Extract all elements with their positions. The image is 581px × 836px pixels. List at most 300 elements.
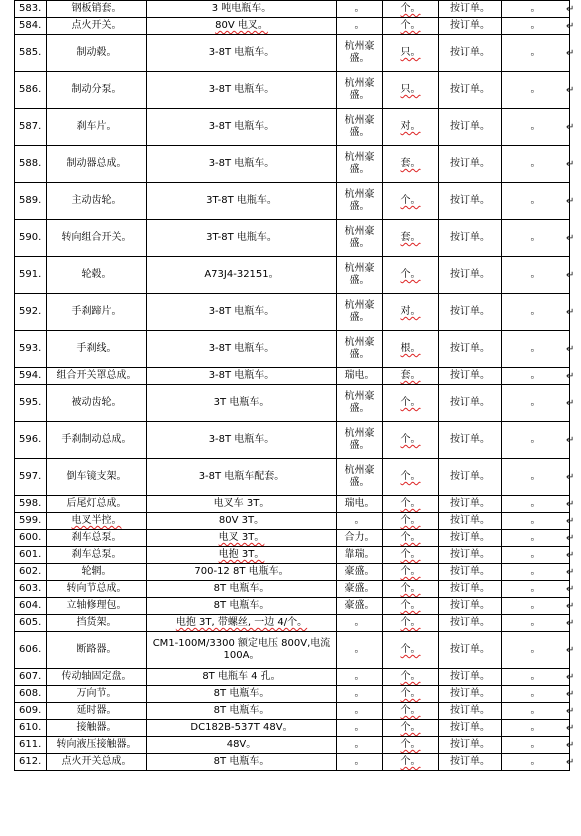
part-name [47,513,147,530]
part-spec [147,368,337,385]
table-row [15,615,570,632]
part-spec [147,294,337,331]
row-number [15,368,47,385]
row-number-text: 607. [19,671,42,682]
part-name-text: 轮毂。 [81,269,112,280]
part-brand [337,1,383,18]
row-number-text: 608. [19,688,42,699]
part-name [47,368,147,385]
part-brand-text: 合力。 [344,532,375,543]
part-unit-text: 个。 [400,498,421,509]
part-price-text: 按订单。 [450,722,490,733]
part-name [47,459,147,496]
row-number-text: 594. [19,370,42,381]
row-number [15,72,47,109]
row-number-text: 601. [19,549,42,560]
part-unit-text: 个。 [400,739,421,750]
row-number [15,331,47,368]
part-name [47,294,147,331]
part-name [47,615,147,632]
part-price-text: 按订单。 [450,3,490,14]
row-number-text: 604. [19,600,42,611]
part-name-text: 刹车总泵。 [71,549,122,560]
part-spec [147,615,337,632]
part-brand [337,459,383,496]
document-page [14,0,570,771]
part-price-text: 按订单。 [450,343,490,354]
part-price [439,496,502,513]
part-brand-text: 。 [354,756,365,767]
part-brand [337,615,383,632]
row-number [15,109,47,146]
part-price [439,385,502,422]
part-brand [337,18,383,35]
part-spec [147,513,337,530]
part-brand [337,513,383,530]
row-number [15,459,47,496]
part-spec-text: 80V 电叉。 [215,20,268,31]
part-price-text: 按订单。 [450,158,490,169]
part-unit [383,459,439,496]
part-brand-text: 豪盛。 [344,566,375,577]
table-row [15,459,570,496]
part-spec-text: A73J4-32151。 [204,269,279,280]
part-spec [147,737,337,754]
part-remark [502,72,570,109]
row-number-text: 603. [19,583,42,594]
part-name-text: 手刹线。 [76,343,117,354]
part-unit-text: 个。 [400,20,421,31]
part-remark [502,18,570,35]
part-unit [383,220,439,257]
part-unit-text: 个。 [400,397,421,408]
part-spec-text: 8T 电瓶车。 [213,705,270,716]
table-row [15,18,570,35]
part-unit-text: 个。 [400,3,421,14]
part-spec [147,703,337,720]
part-spec [147,109,337,146]
part-remark-text: 。 [530,688,541,699]
part-spec-text: 8T 电瓶车 4 孔。 [202,671,281,682]
part-remark [502,564,570,581]
part-spec [147,18,337,35]
part-name [47,703,147,720]
part-spec-text: 3-8T 电瓶车配套。 [198,471,285,482]
row-number [15,294,47,331]
part-brand-text: 。 [354,20,365,31]
part-name-text: 制动器总成。 [66,158,127,169]
part-brand-text: 。 [354,688,365,699]
row-number-text: 600. [19,532,42,543]
row-number [15,385,47,422]
part-brand-text: 杭州豪盛。 [344,152,375,175]
part-price-text: 按订单。 [450,471,490,482]
part-spec [147,257,337,294]
part-spec [147,581,337,598]
row-number [15,35,47,72]
part-brand-text: 豪盛。 [344,583,375,594]
return-mark: ↵ [566,532,575,544]
part-name-text: 手刹制动总成。 [61,434,132,445]
row-number-text: 587. [19,121,42,132]
part-unit-text: 个。 [400,583,421,594]
part-remark-text: 。 [530,515,541,526]
part-unit [383,294,439,331]
part-remark-text: 。 [530,370,541,381]
part-price [439,72,502,109]
part-remark-text: 。 [530,3,541,14]
part-price [439,257,502,294]
part-remark-text: 。 [530,549,541,560]
part-name [47,331,147,368]
part-brand [337,368,383,385]
part-brand-text: 。 [354,739,365,750]
part-price-text: 按订单。 [450,671,490,682]
row-number [15,220,47,257]
part-price-text: 按订单。 [450,600,490,611]
part-remark [502,615,570,632]
return-mark: ↵ [566,756,575,768]
part-spec [147,564,337,581]
part-brand-text: 杭州豪盛。 [344,189,375,212]
return-mark: ↵ [566,688,575,700]
part-unit-text: 个。 [400,688,421,699]
part-price-text: 按订单。 [450,121,490,132]
part-unit [383,183,439,220]
part-spec-text: DC182B-537T 48V。 [190,722,293,733]
part-price-text: 按订单。 [450,688,490,699]
part-brand [337,564,383,581]
table-row [15,530,570,547]
part-name-text: 手刹蹄片。 [71,306,122,317]
part-remark [502,581,570,598]
part-brand [337,703,383,720]
row-number [15,530,47,547]
part-spec-text: 3-8T 电瓶车。 [208,434,275,445]
return-mark: ↵ [566,343,575,355]
part-unit-text: 个。 [400,644,421,655]
part-remark [502,459,570,496]
part-price [439,669,502,686]
row-number [15,146,47,183]
part-price [439,632,502,669]
row-number-text: 606. [19,644,42,655]
part-name [47,720,147,737]
part-unit-text: 只。 [400,47,421,58]
part-brand-text: 瑞电。 [344,498,375,509]
return-mark: ↵ [566,739,575,751]
part-price [439,547,502,564]
part-price-text: 按订单。 [450,583,490,594]
part-spec [147,720,337,737]
row-number [15,669,47,686]
part-brand-text: 杭州豪盛。 [344,263,375,286]
part-unit-text: 个。 [400,600,421,611]
part-name-text: 万向节。 [76,688,117,699]
row-number [15,18,47,35]
part-unit [383,669,439,686]
part-price [439,1,502,18]
part-name-text: 主动齿轮。 [71,195,122,206]
part-brand-text: 。 [354,617,365,628]
table-row [15,220,570,257]
row-number [15,598,47,615]
return-mark: ↵ [566,121,575,133]
part-remark [502,35,570,72]
part-brand-text: 杭州豪盛。 [344,300,375,323]
part-price [439,109,502,146]
part-price [439,754,502,771]
part-unit-text: 对。 [400,306,421,317]
part-remark-text: 。 [530,397,541,408]
part-unit [383,615,439,632]
part-unit [383,496,439,513]
part-spec [147,598,337,615]
table-row [15,146,570,183]
part-name [47,547,147,564]
part-remark [502,368,570,385]
part-brand [337,183,383,220]
part-name [47,35,147,72]
part-brand [337,331,383,368]
row-number [15,754,47,771]
row-number [15,422,47,459]
part-brand-text: 杭州豪盛。 [344,428,375,451]
table-row [15,294,570,331]
part-brand [337,496,383,513]
return-mark: ↵ [566,370,575,382]
row-number [15,547,47,564]
part-unit [383,35,439,72]
part-unit-text: 套。 [400,370,421,381]
table-row [15,598,570,615]
part-price-text: 按订单。 [450,532,490,543]
part-price [439,737,502,754]
row-number [15,686,47,703]
part-price [439,530,502,547]
part-name [47,686,147,703]
part-unit [383,530,439,547]
row-number-text: 585. [19,47,42,58]
row-number-text: 595. [19,397,42,408]
parts-table-body [15,1,570,771]
part-spec-text: 电抱 3T, 带螺丝, 一边 4/个。 [175,617,308,628]
part-brand-text: 。 [354,705,365,716]
part-price [439,581,502,598]
part-spec-text: 3-8T 电瓶车。 [208,343,275,354]
part-spec-text: 3T-8T 电瓶车。 [206,195,277,206]
part-remark-text: 。 [530,671,541,682]
part-brand-text: 杭州豪盛。 [344,391,375,414]
row-number [15,703,47,720]
part-spec [147,385,337,422]
part-unit [383,513,439,530]
row-number-text: 589. [19,195,42,206]
table-row [15,547,570,564]
part-remark-text: 。 [530,739,541,750]
part-spec-text: 3-8T 电瓶车。 [208,121,275,132]
part-remark-text: 。 [530,705,541,716]
row-number [15,720,47,737]
part-price [439,564,502,581]
part-name-text: 转向组合开关。 [61,232,132,243]
part-name-text: 传动轴固定盘。 [61,671,132,682]
part-unit [383,581,439,598]
table-row [15,183,570,220]
part-price [439,368,502,385]
part-remark [502,720,570,737]
part-brand [337,72,383,109]
part-unit-text: 个。 [400,532,421,543]
table-row [15,368,570,385]
part-spec-text: 8T 电瓶车。 [213,688,270,699]
part-spec [147,183,337,220]
part-unit-text: 个。 [400,471,421,482]
part-remark [502,598,570,615]
part-brand [337,686,383,703]
part-name [47,146,147,183]
part-spec-text: 电抱 3T。 [218,549,265,560]
part-unit-text: 个。 [400,549,421,560]
part-spec-text: 3-8T 电瓶车。 [208,370,275,381]
part-name [47,72,147,109]
part-spec-text: 3-8T 电瓶车。 [208,158,275,169]
return-mark: ↵ [566,84,575,96]
return-mark: ↵ [566,498,575,510]
return-mark: ↵ [566,158,575,170]
table-row [15,496,570,513]
part-remark-text: 。 [530,600,541,611]
table-row [15,669,570,686]
part-unit [383,754,439,771]
row-number-text: 596. [19,434,42,445]
part-remark [502,669,570,686]
part-name [47,257,147,294]
part-remark-text: 。 [530,84,541,95]
row-number-text: 612. [19,756,42,767]
part-spec-text: 8T 电瓶车。 [213,756,270,767]
return-mark: ↵ [566,644,575,656]
table-row [15,703,570,720]
return-mark: ↵ [566,671,575,683]
part-unit-text: 个。 [400,756,421,767]
part-remark-text: 。 [530,566,541,577]
part-remark-text: 。 [530,269,541,280]
part-unit-text: 套。 [400,232,421,243]
table-row [15,632,570,669]
part-name-text: 被动齿轮。 [71,397,122,408]
part-unit [383,720,439,737]
part-brand [337,598,383,615]
part-name-text: 挡货架。 [76,617,117,628]
part-price-text: 按订单。 [450,549,490,560]
part-spec [147,530,337,547]
part-brand-text: 杭州豪盛。 [344,337,375,360]
return-mark: ↵ [566,617,575,629]
part-unit [383,737,439,754]
part-brand [337,294,383,331]
part-name-text: 制动毂。 [76,47,117,58]
part-brand [337,547,383,564]
row-number [15,1,47,18]
part-price-text: 按订单。 [450,705,490,716]
part-spec-text: 700-12 8T 电瓶车。 [194,566,289,577]
part-remark-text: 。 [530,306,541,317]
part-name-text: 轮辋。 [81,566,112,577]
part-remark-text: 。 [530,583,541,594]
table-row [15,754,570,771]
part-remark [502,632,570,669]
table-row [15,581,570,598]
table-row [15,1,570,18]
part-price [439,459,502,496]
table-row [15,422,570,459]
row-number-text: 592. [19,306,42,317]
row-number-text: 591. [19,269,42,280]
row-number-text: 599. [19,515,42,526]
part-spec-text: 3T-8T 电瓶车。 [206,232,277,243]
part-spec [147,496,337,513]
part-price [439,18,502,35]
part-remark [502,1,570,18]
part-price-text: 按订单。 [450,370,490,381]
part-remark [502,294,570,331]
part-price [439,35,502,72]
part-remark [502,385,570,422]
row-number-text: 583. [19,3,42,14]
part-brand [337,385,383,422]
part-spec-text: 3-8T 电瓶车。 [208,47,275,58]
part-price [439,686,502,703]
part-remark-text: 。 [530,471,541,482]
row-number [15,737,47,754]
row-number-text: 593. [19,343,42,354]
part-spec-text: 80V 3T。 [218,515,265,526]
part-unit-text: 个。 [400,515,421,526]
part-remark [502,257,570,294]
part-remark [502,496,570,513]
part-unit [383,72,439,109]
part-brand-text: 。 [354,671,365,682]
return-mark: ↵ [566,306,575,318]
part-name [47,564,147,581]
part-brand-text: 。 [354,3,365,14]
return-mark: ↵ [566,722,575,734]
part-brand [337,530,383,547]
part-unit [383,598,439,615]
return-mark: ↵ [566,549,575,561]
part-brand-text: 杭州豪盛。 [344,115,375,138]
return-mark: ↵ [566,515,575,527]
part-brand-text: 杭州豪盛。 [344,226,375,249]
part-unit [383,331,439,368]
part-brand [337,257,383,294]
return-mark: ↵ [566,705,575,717]
part-brand-text: 。 [354,722,365,733]
part-unit-text: 个。 [400,566,421,577]
part-brand-text: 瑞电。 [344,370,375,381]
part-spec [147,754,337,771]
part-unit [383,18,439,35]
part-spec [147,35,337,72]
part-spec-text: 电叉车 3T。 [213,498,270,509]
table-row [15,35,570,72]
part-name [47,183,147,220]
part-price [439,331,502,368]
row-number-text: 597. [19,471,42,482]
part-price [439,703,502,720]
part-remark-text: 。 [530,195,541,206]
